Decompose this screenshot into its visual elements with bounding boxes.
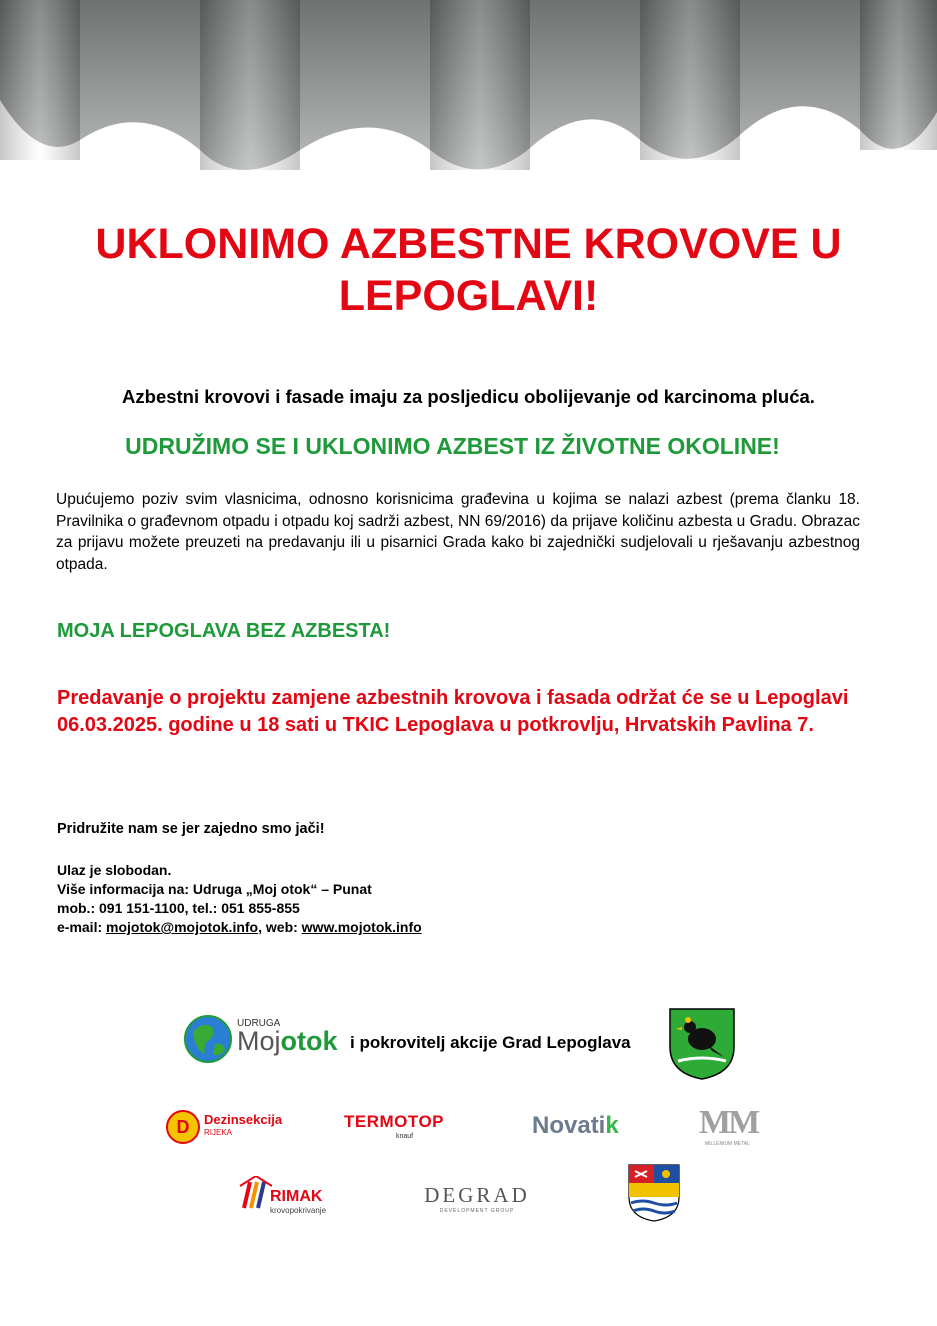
free-entry-text: Ulaz je slobodan. bbox=[57, 862, 172, 878]
novatik-logo bbox=[532, 1112, 619, 1140]
mojotok-logo bbox=[183, 1010, 353, 1066]
dezinsekcija-logo bbox=[166, 1108, 296, 1144]
web-link[interactable]: www.mojotok.info bbox=[301, 919, 422, 935]
lepoglava-coat-of-arms-icon bbox=[668, 1007, 736, 1081]
event-announcement: Predavanje o projektu zamjene azbestnih krovova i fasada održat će se u Lepoglavi 06.03.2025. godine u 18 sati u TKIC Lepoglava u potkrovlju, Hrvatskih Pavlina 7. bbox=[57, 687, 849, 736]
page-title: UKLONIMO AZBESTNE KROVOVE U LEPOGLAVI! bbox=[95, 220, 842, 320]
info-text: Više informacija na: Udruga „Moj otok“ – Punat bbox=[57, 881, 372, 897]
termotop-sub: knauf bbox=[396, 1133, 414, 1140]
asbestos-roof-image bbox=[0, 0, 937, 200]
contact-block bbox=[57, 861, 422, 937]
mojotok-name bbox=[237, 1026, 338, 1057]
rimak-sub: krovopokrivanje bbox=[270, 1206, 327, 1215]
county-coat-of-arms-icon bbox=[627, 1163, 681, 1223]
patron-text: i pokrovitelj akcije Grad Lepoglava bbox=[350, 1033, 631, 1052]
globe-icon bbox=[183, 1014, 233, 1064]
slogan-lepoglava: MOJA LEPOGLAVA BEZ AZBESTA! bbox=[57, 620, 391, 642]
novatik-accent: k bbox=[605, 1112, 619, 1139]
dezinsekcija-city: RIJEKA bbox=[204, 1128, 233, 1137]
termotop-logo bbox=[344, 1112, 474, 1146]
web-label: , web: bbox=[258, 919, 302, 935]
health-warning-text: Azbestni krovovi i fasade imaju za posljedicu obolijevanje od karcinoma pluća. bbox=[122, 386, 815, 407]
slogan-remove-asbestos: UDRUŽIMO SE I UKLONIMO AZBEST IZ ŽIVOTNE OKOLINE! bbox=[125, 433, 780, 459]
millenium-metal-logo bbox=[699, 1104, 767, 1148]
email-label: e-mail: bbox=[57, 919, 107, 935]
email-link[interactable]: mojotok@mojotok.info bbox=[106, 919, 259, 935]
dezinsekcija-badge: D bbox=[166, 1110, 200, 1144]
mojotok-moj: Moj bbox=[237, 1026, 281, 1056]
millenium-mark: MM bbox=[699, 1104, 758, 1141]
email-web-line bbox=[57, 918, 422, 937]
rimak-name: RIMAK bbox=[270, 1188, 323, 1205]
dezinsekcija-name: Dezinsekcija bbox=[204, 1112, 283, 1127]
rimak-logo bbox=[238, 1174, 358, 1218]
degrad-logo bbox=[412, 1183, 542, 1223]
join-us-text: Pridružite nam se jer zajedno smo jači! bbox=[57, 821, 325, 837]
degrad-name: DEGRAD bbox=[424, 1183, 530, 1207]
phone-text: mob.: 091 151-1100, tel.: 051 855-855 bbox=[57, 900, 300, 916]
mojotok-udruga-label: UDRUGA bbox=[237, 1018, 281, 1029]
invitation-paragraph: Upućujemo poziv svim vlasnicima, odnosno korisnicima građevina u kojima se nalazi azbest (prema članku 18. Pravilnika o građevnom otpadu i otpadu koj sadrži azbest, NN 69/2016) da prijave količinu azbesta u Gradu. Obrazac za prijavu možete preuzeti na predavanju ili u pisarnici Grada kako bi zajednički sudjelovali u rješavanju azbestnog otpada. bbox=[56, 491, 860, 573]
degrad-sub: DEVELOPMENT GROUP bbox=[439, 1208, 515, 1214]
novatik-name: Novati bbox=[532, 1112, 606, 1139]
termotop-name: TERMOTOP bbox=[344, 1112, 445, 1131]
mojotok-otok: otok bbox=[280, 1026, 338, 1056]
millenium-sub: MILLENIUM METAL bbox=[705, 1141, 750, 1147]
roof-stripes-icon bbox=[238, 1176, 272, 1210]
